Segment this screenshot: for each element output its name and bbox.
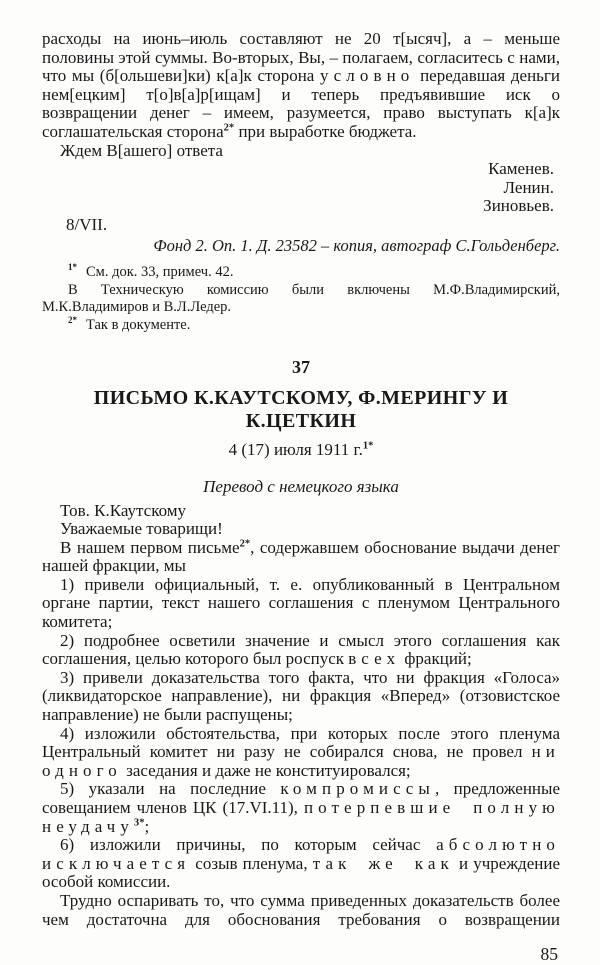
footnote-ref-3: 3* (133, 816, 145, 828)
footnote-1 (42, 264, 560, 282)
text-segment: 4) изложили обстоятельства, при которых после этого пленума Центральный комитет ни разу не собирался снова, не провел (42, 723, 560, 762)
addressee-line: Тов. К.Каутскому (60, 500, 187, 520)
text-segment: , содержавшем обоснование выдачи денег нашей фракции, мы (42, 537, 560, 576)
paragraph-point-2 (42, 632, 560, 669)
paragraph-point-5 (42, 780, 560, 836)
footnote-1-marker: 1* (68, 262, 77, 273)
text-segment: 2) подробнее осветили значение и смысл этого соглашения как соглашения, целью которого был роспуск (42, 630, 560, 669)
paragraph-point-3: 3) привели доказательства того факта, что ни фракция «Голоса» (ликвидаторское направление), ни фракция «Вперед» (отзовистское направление) не были распущены; (42, 667, 560, 725)
emphasized-spaced-text: так же как (312, 853, 454, 873)
letter-37 (42, 357, 560, 930)
paragraph-budget (42, 30, 560, 142)
text-segment: заседания и даже не конституировался; (121, 760, 411, 780)
text-segment: ; (144, 816, 150, 836)
footnote-2 (42, 317, 560, 335)
signature-zinoviev: Зиновьев. (483, 196, 554, 216)
text-segment: при выработке бюджета. (234, 121, 417, 141)
emphasized-spaced-text: компромиссы (280, 779, 435, 799)
signature-lenin: Ленин. (503, 177, 554, 197)
footnote-ref-1: 1* (362, 439, 374, 451)
text-segment: фракций; (400, 649, 472, 669)
paragraph-point-1: 1) привели официальный, т. е. опубликованный в Центральном органе партии, текст нашего соглашения с пленумом Центрального комитета; (42, 574, 560, 632)
document-title: ПИСЬМО К.КАУТСКОМУ, Ф.МЕРИНГУ И К.ЦЕТКИН (93, 386, 509, 432)
text-segment: и учреждение особой комиссии. (42, 853, 560, 892)
await-reply-line: Ждем В[ашего] ответа (60, 140, 223, 160)
signatures-block (42, 160, 560, 216)
paragraph-conclusion: Трудно оспаривать то, что сумма приведенных доказательств более чем достаточна для обоснования требования о возвращении (42, 890, 560, 929)
paragraph-point-4 (42, 725, 560, 781)
emphasized-spaced-text: условно (320, 66, 415, 86)
text-segment: созыв пленума, (190, 853, 313, 873)
text-segment: , предложенные совещанием членов ЦК (17.VI.11), (42, 779, 561, 817)
footnote-1-continuation: В Техническую комиссию были включены М.Ф.Владимирский, М.К.Владимиров и В.Л.Ледер. (42, 281, 560, 316)
document-date (42, 440, 560, 460)
translation-note: Перевод с немецкого языка (203, 476, 399, 496)
footnote-2-marker: 2* (68, 315, 77, 326)
emphasized-spaced-text: всех (348, 649, 401, 669)
signature-kamenev: Каменев. (488, 159, 554, 179)
document-number: 37 (292, 356, 310, 377)
footnote-ref-2: 2* (239, 538, 251, 550)
footnote-2-text: Так в документе. (85, 316, 191, 333)
emphasized-spaced-text: потерпевшие полную неудачу (42, 798, 560, 836)
archive-source-line: Фонд 2. Оп. 1. Д. 23582 – копия, автограф С.Гольденберг. (153, 235, 560, 255)
text-segment: передавшая деньги нем[ецким] т[о]в[а]р[ищам] и теперь предъявившие иск о возвращении денег – имеем, разумеется, право выступать к[а]к соглашательская сторона (42, 66, 561, 141)
emphasized-spaced-text: ни одного (42, 742, 560, 780)
salutation-line: Уважаемые товарищи! (60, 519, 223, 539)
footnotes-block (42, 264, 560, 334)
page-number: 85 (540, 944, 558, 965)
previous-letter-end (42, 30, 560, 255)
text-segment: В нашем первом письме (60, 537, 240, 557)
paragraph-intro (42, 539, 560, 576)
emphasized-spaced-text: абсолютно исключается (42, 835, 560, 873)
footnote-ref-2: 2* (223, 122, 235, 134)
text-segment: расходы на июнь–июль составляют не 20 т[ысяч], а – меньше половины этой суммы. Во-вторых, Вы, – полагаем, согласитесь с нами, что мы (б[ольшеви]ки) к[а]к сторона (42, 29, 560, 86)
text-segment: 5) указали на последние (60, 779, 281, 799)
letter-date-line: 8/VII. (66, 214, 108, 234)
paragraph-point-6 (42, 836, 560, 892)
document-date-text: 4 (17) июля 1911 г. (228, 439, 363, 459)
text-segment: 6) изложили причины, по которым сейчас (60, 835, 437, 855)
footnote-1-text: См. док. 33, примеч. 42. (85, 264, 234, 281)
